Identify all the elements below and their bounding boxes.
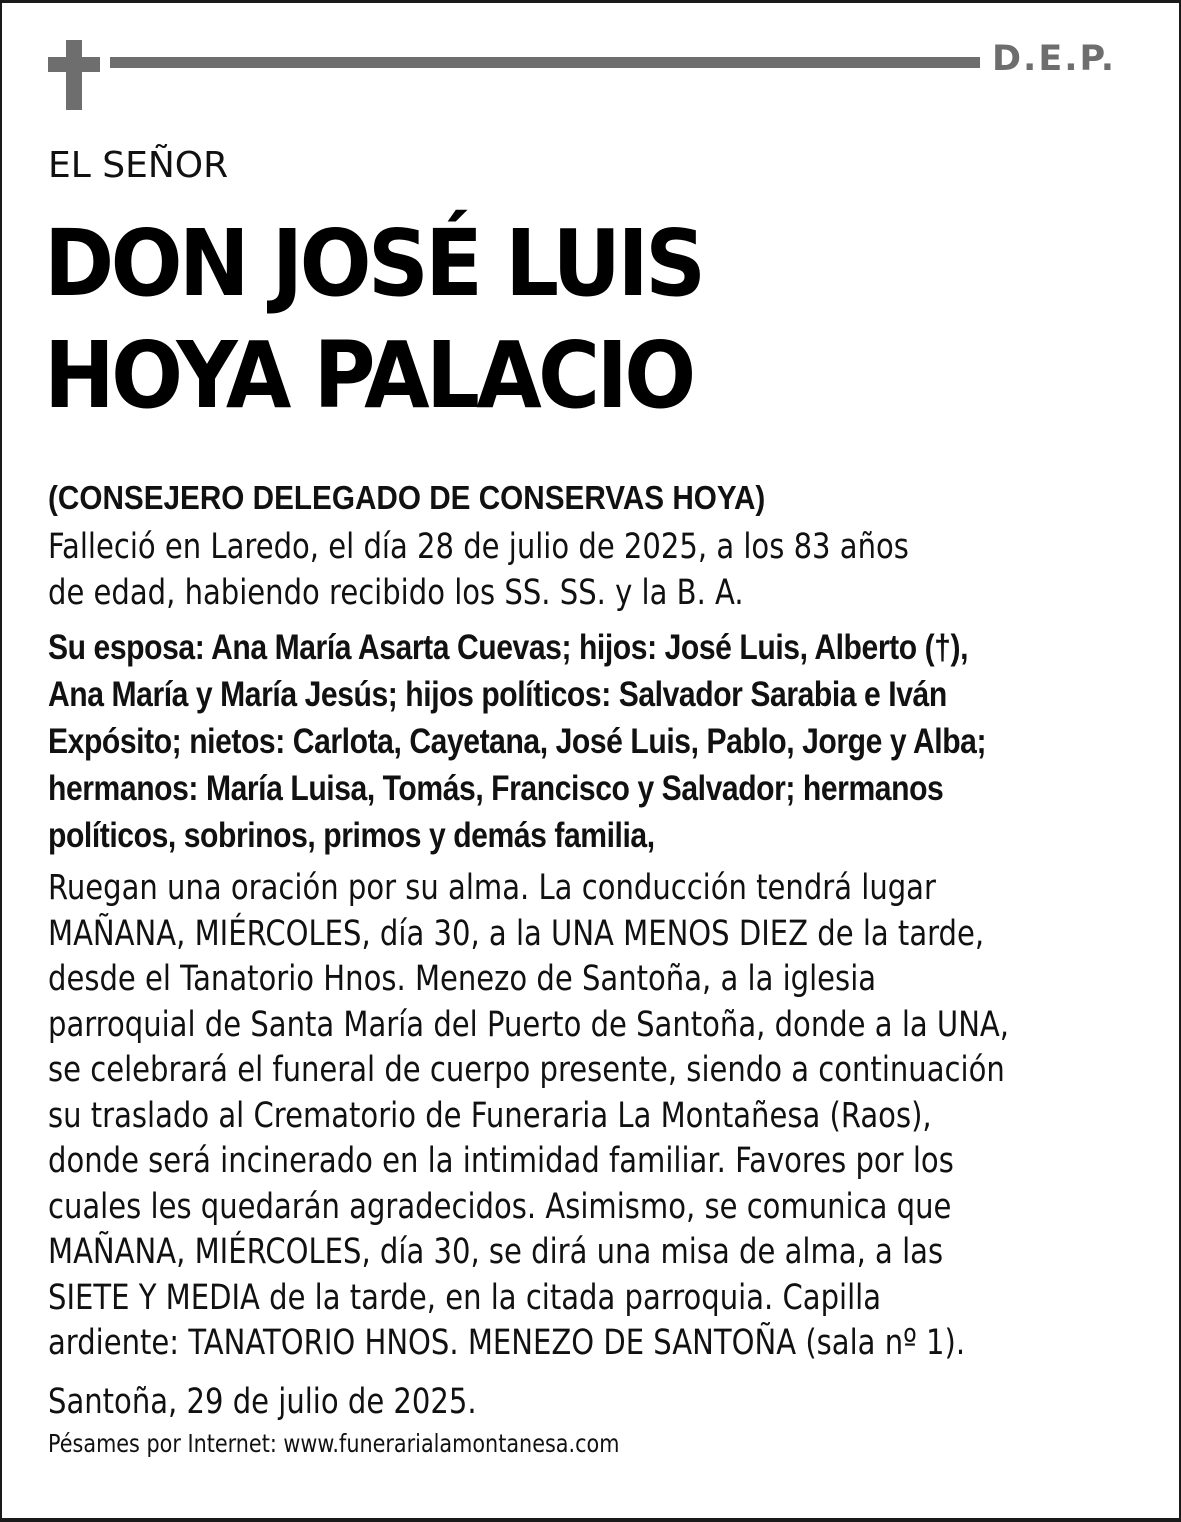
header-rule <box>110 57 980 68</box>
funeral-details-line: ardiente: TANATORIO HNOS. MENEZO DE SANTOÑA (sala nº 1). <box>48 1323 966 1363</box>
family-line: hermanos: María Luisa, Tomás, Francisco y Salvador; hermanos <box>48 769 944 808</box>
place-and-date: Santoña, 29 de julio de 2025. <box>48 1382 477 1422</box>
name-line: HOYA PALACIO <box>44 322 693 429</box>
family-line: políticos, sobrinos, primos y demás familia, <box>48 816 655 855</box>
family-list <box>48 624 986 859</box>
name-line: DON JOSÉ LUIS <box>44 210 703 317</box>
funeral-details-line: MAÑANA, MIÉRCOLES, día 30, a la UNA MENOS DIEZ de la tarde, <box>48 913 985 954</box>
funeral-details-line: se celebrará el funeral de cuerpo presente, siendo a continuación <box>48 1050 1005 1090</box>
death-notice-line: de edad, habiendo recibido los SS. SS. y la B. A. <box>48 572 744 613</box>
funeral-details-line: donde será incinerado en la intimidad familiar. Favores por los <box>48 1141 954 1181</box>
funeral-details <box>48 866 1009 1367</box>
funeral-details-line: MAÑANA, MIÉRCOLES, día 30, se dirá una misa de alma, a las <box>48 1232 944 1272</box>
death-notice-line: Falleció en Laredo, el día 28 de julio de 2025, a los 83 años <box>48 527 909 567</box>
funeral-details-line: parroquial de Santa María del Puerto de Santoña, donde a la UNA, <box>48 1004 1010 1045</box>
family-line: Su esposa: Ana María Asarta Cuevas; hijos: José Luis, Alberto (†), <box>48 628 969 667</box>
funeral-details-line: cuales les quedarán agradecidos. Asimismo, se comunica que <box>48 1186 952 1227</box>
family-line: Expósito; nietos: Carlota, Cayetana, José Luis, Pablo, Jorge y Alba; <box>48 722 987 761</box>
deceased-name <box>44 208 702 432</box>
death-notice <box>48 525 909 616</box>
cross-vertical-bar <box>66 40 82 110</box>
funeral-details-line: Ruegan una oración por su alma. La conducción tendrá lugar <box>48 868 936 908</box>
latin-cross-icon <box>48 40 100 110</box>
funeral-details-line: su traslado al Crematorio de Funeraria La Montañesa (Raos), <box>48 1095 932 1136</box>
honorific: EL SEÑOR <box>48 145 229 186</box>
family-line: Ana María y María Jesús; hijos políticos: Salvador Sarabia e Iván <box>48 675 947 714</box>
job-title: (CONSEJERO DELEGADO DE CONSERVAS HOYA) <box>48 479 766 516</box>
funeral-details-line: desde el Tanatorio Hnos. Menezo de Santoña, a la iglesia <box>48 959 877 999</box>
funeral-details-line: SIETE Y MEDIA de la tarde, en la citada parroquia. Capilla <box>48 1277 882 1318</box>
cross-horizontal-bar <box>48 57 100 72</box>
dep-label: D.E.P. <box>992 39 1117 79</box>
condolences-website: Pésames por Internet: www.funerarialamontanesa.com <box>48 1429 620 1458</box>
